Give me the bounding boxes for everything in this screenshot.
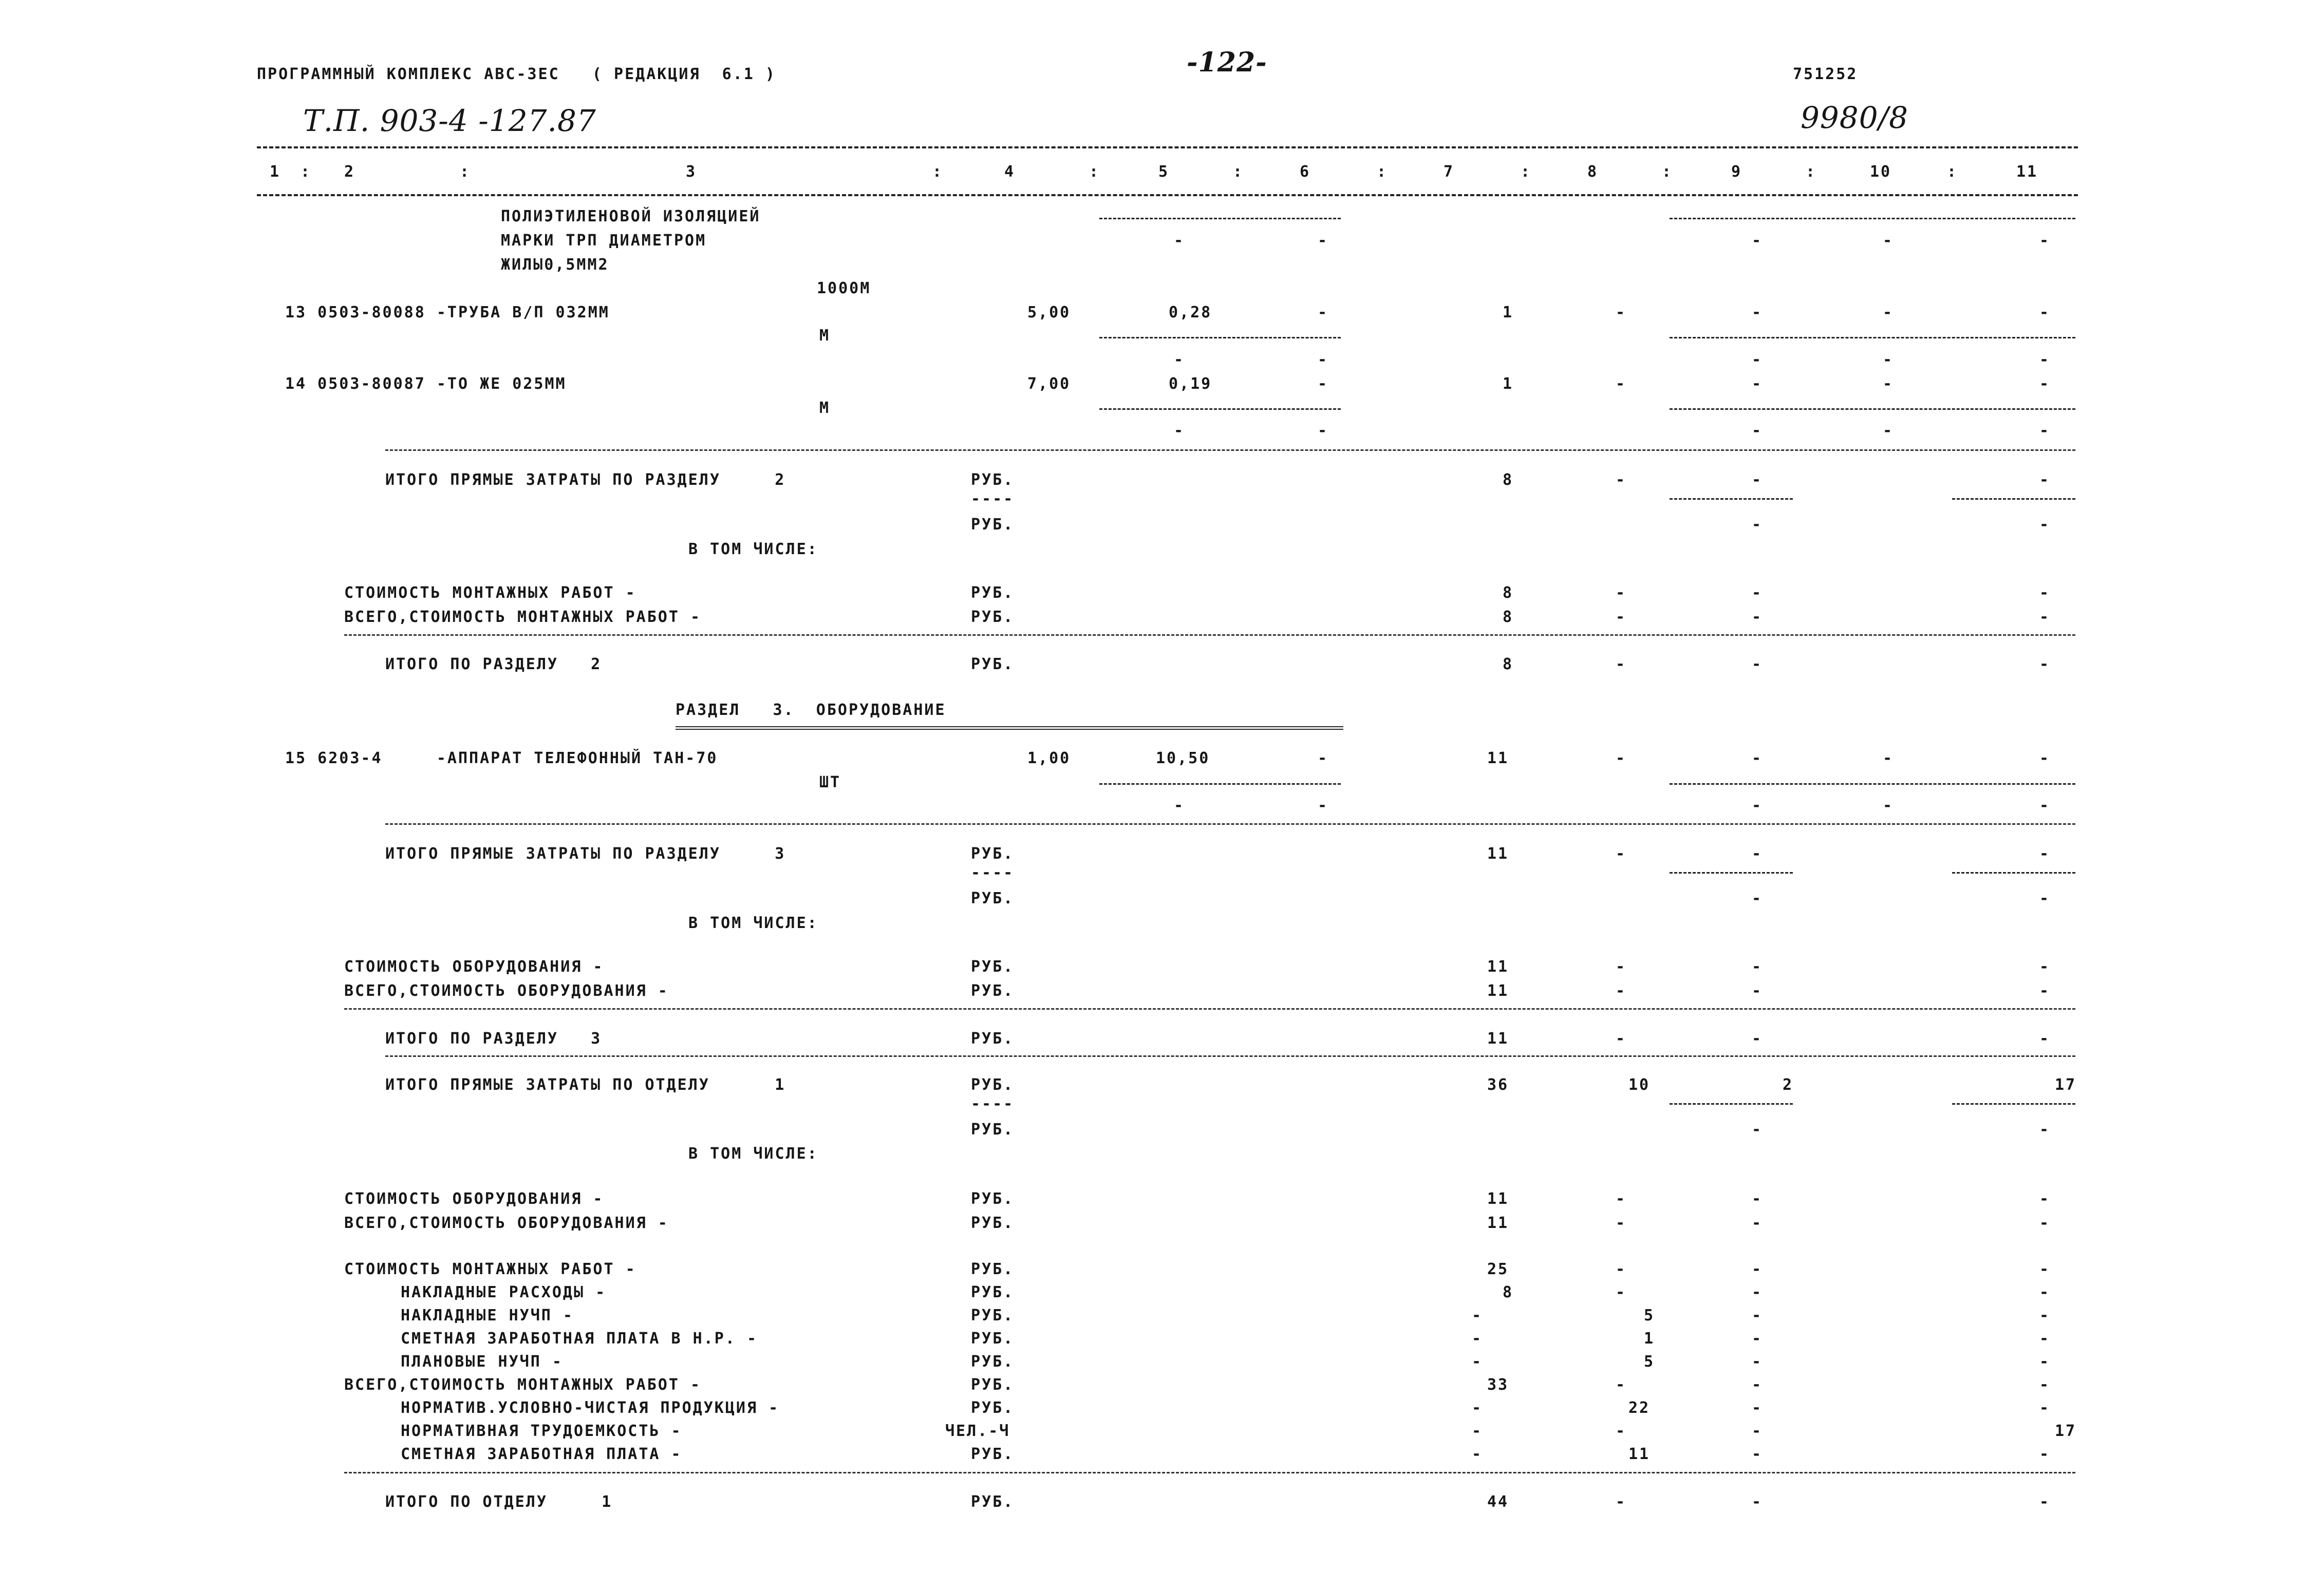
unit-cell: РУБ. — [971, 471, 1015, 489]
value-cell: - — [2039, 1376, 2051, 1394]
unit-cell: РУБ. — [971, 584, 1015, 602]
value-cell: - — [2039, 471, 2051, 489]
col-8: 8 — [1587, 163, 1599, 181]
value-cell: - — [1318, 304, 1329, 321]
underline-col5-6 — [1099, 337, 1341, 338]
value-cell: - — [1752, 1445, 1763, 1463]
value-cell: 25 — [1487, 1260, 1509, 1278]
underline-col9-11 — [1670, 337, 2075, 338]
value-cell: - — [1752, 890, 1763, 907]
value-cell: - — [1883, 351, 1894, 369]
value-cell: - — [1616, 584, 1627, 602]
value-cell: - — [1472, 1422, 1483, 1440]
col-9: 9 — [1731, 163, 1742, 181]
value-cell: - — [1752, 1493, 1763, 1511]
value-cell: - — [1752, 1307, 1763, 1325]
value-cell: 11 — [1487, 845, 1509, 863]
row-text: РАЗДЕЛ 3. ОБОРУДОВАНИЕ — [676, 701, 946, 719]
unit-cell: РУБ. — [971, 982, 1015, 1000]
col-sep: : — [1806, 163, 1817, 181]
page-number: -122- — [1187, 47, 1267, 78]
value-cell: - — [2039, 749, 2051, 767]
value-cell: - — [1318, 422, 1329, 440]
row-text: 15 6203-4 -АППАРАТ ТЕЛЕФОННЫЙ ТАН-70 — [285, 749, 718, 767]
value-cell: - — [1318, 749, 1329, 767]
col-5: 5 — [1158, 163, 1170, 181]
header-rule-top — [257, 146, 2078, 148]
value-cell: - — [1616, 1376, 1627, 1394]
value-cell: - — [1616, 608, 1627, 626]
row-text: ИТОГО ПРЯМЫЕ ЗАТРАТЫ ПО РАЗДЕЛУ 2 — [385, 471, 786, 489]
unit-cell: РУБ. — [971, 1493, 1015, 1511]
value-cell: - — [2039, 304, 2051, 321]
section-title-underline — [676, 726, 1343, 730]
row-text: СМЕТНАЯ ЗАРАБОТНАЯ ПЛАТА В Н.Р. - — [401, 1330, 758, 1348]
unit-cell: РУБ. — [971, 1121, 1015, 1139]
row-text: ИТОГО ПО ОТДЕЛУ 1 — [385, 1493, 613, 1511]
value-cell: - — [1472, 1399, 1483, 1417]
value-cell: 2 — [1783, 1076, 1794, 1094]
value-cell: 8 — [1503, 584, 1514, 602]
col-4: 4 — [1004, 163, 1016, 181]
value-cell: - — [1616, 982, 1627, 1000]
value-cell: - — [1616, 749, 1627, 767]
col-7: 7 — [1444, 163, 1455, 181]
document-code: 751252 — [1793, 65, 1858, 83]
value-cell: - — [1883, 422, 1894, 440]
value-cell: - — [1752, 982, 1763, 1000]
project-number: Т.П. 903-4 -127.87 — [303, 103, 596, 138]
row-text: ШТ — [819, 773, 841, 791]
row-text: ИТОГО ПРЯМЫЕ ЗАТРАТЫ ПО РАЗДЕЛУ 3 — [385, 845, 786, 863]
value-cell: 1,00 — [1027, 749, 1071, 767]
value-cell: - — [2039, 584, 2051, 602]
value-cell: - — [1318, 797, 1329, 815]
value-cell: - — [1752, 797, 1763, 815]
value-cell: - — [1472, 1330, 1483, 1348]
underline-col9-11 — [1670, 783, 2075, 785]
value-cell: - — [1752, 304, 1763, 321]
value-cell: - — [1752, 471, 1763, 489]
value-cell: - — [1752, 1330, 1763, 1348]
row-text: В ТОМ ЧИСЛЕ: — [688, 1145, 818, 1163]
value-cell: 8 — [1503, 655, 1514, 673]
value-cell: - — [1752, 584, 1763, 602]
value-cell: - — [1752, 516, 1763, 534]
value-cell: - — [1752, 608, 1763, 626]
value-cell: - — [1752, 1376, 1763, 1394]
row-text: В ТОМ ЧИСЛЕ: — [688, 540, 818, 558]
value-cell: 11 — [1487, 749, 1509, 767]
value-cell: 0,19 — [1169, 375, 1212, 393]
row-text: М — [819, 327, 831, 345]
col-sep: : — [932, 163, 944, 181]
unit-cell: РУБ. — [971, 1260, 1015, 1278]
row-text: НОРМАТИВНАЯ ТРУДОЕМКОСТЬ - — [401, 1422, 682, 1440]
value-cell: - — [1752, 655, 1763, 673]
value-cell: - — [2039, 1307, 2051, 1325]
value-cell: 1 — [1644, 1330, 1655, 1348]
value-cell: - — [2039, 422, 2051, 440]
col-1: 1 — [270, 163, 281, 181]
underline-col5-6 — [1099, 783, 1341, 785]
value-cell: 17 — [2055, 1422, 2077, 1440]
row-text: НОРМАТИВ.УСЛОВНО-ЧИСТАЯ ПРОДУКЦИЯ - — [401, 1399, 780, 1417]
value-cell: - — [2039, 516, 2051, 534]
unit-cell: ЧЕЛ.-Ч — [945, 1422, 1010, 1440]
col-sep: : — [460, 163, 471, 181]
value-cell: 8 — [1503, 471, 1514, 489]
value-cell: - — [2039, 1283, 2051, 1301]
value-cell: - — [1472, 1307, 1483, 1325]
col-sep: : — [1377, 163, 1388, 181]
value-cell: - — [2039, 608, 2051, 626]
value-cell: - — [2039, 1260, 2051, 1278]
col-2: 2 — [344, 163, 355, 181]
unit-cell: РУБ. — [971, 1214, 1015, 1232]
unit-cell: РУБ. — [971, 845, 1015, 863]
value-cell: - — [1174, 797, 1185, 815]
value-cell: - — [1883, 304, 1894, 321]
value-cell: - — [1752, 1214, 1763, 1232]
value-cell: 1 — [1503, 375, 1514, 393]
value-cell: 22 — [1628, 1399, 1651, 1417]
unit-cell: РУБ. — [971, 1399, 1015, 1417]
row-text: ВСЕГО,СТОИМОСТЬ МОНТАЖНЫХ РАБОТ - — [344, 1376, 702, 1394]
row-text: ВСЕГО,СТОИМОСТЬ ОБОРУДОВАНИЯ - — [344, 1214, 669, 1232]
value-cell: 11 — [1487, 982, 1509, 1000]
value-cell: - — [1883, 797, 1894, 815]
value-cell: 11 — [1487, 1030, 1509, 1048]
col-sep: : — [1947, 163, 1958, 181]
value-cell: - — [2039, 890, 2051, 907]
row-text: ВСЕГО,СТОИМОСТЬ ОБОРУДОВАНИЯ - — [344, 982, 669, 1000]
value-cell: - — [2039, 958, 2051, 976]
value-cell: - — [1752, 351, 1763, 369]
value-cell: - — [1752, 1260, 1763, 1278]
value-cell: - — [1616, 1190, 1627, 1208]
value-cell: - — [1883, 375, 1894, 393]
value-cell: 0,28 — [1169, 304, 1212, 321]
value-cell: - — [1318, 232, 1329, 250]
value-cell: - — [1752, 1030, 1763, 1048]
value-cell: - — [1616, 471, 1627, 489]
value-cell: - — [1752, 1190, 1763, 1208]
row-text: 1000М — [817, 279, 871, 297]
unit-cell: РУБ. — [971, 1376, 1015, 1394]
unit-cell: РУБ. — [971, 890, 1015, 907]
value-cell: - — [1318, 351, 1329, 369]
unit-cell: РУБ. — [971, 1283, 1015, 1301]
row-text: М — [819, 399, 831, 417]
value-cell: - — [1752, 958, 1763, 976]
unit-cell: РУБ. — [971, 1190, 1015, 1208]
section-rule — [385, 1055, 2075, 1057]
unit-cell: РУБ. — [971, 1330, 1015, 1348]
value-cell: - — [1616, 1030, 1627, 1048]
row-text: МАРКИ ТРП ДИАМЕТРОМ — [501, 232, 707, 250]
value-cell: 44 — [1487, 1493, 1509, 1511]
col-10: 10 — [1870, 163, 1892, 181]
underline-col5-6 — [1099, 218, 1341, 219]
value-cell: 7,00 — [1027, 375, 1071, 393]
unit-cell: РУБ. — [971, 1353, 1015, 1371]
col-sep: : — [1233, 163, 1244, 181]
row-text: ПЛАНОВЫЕ НУЧП - — [401, 1353, 563, 1371]
row-text: СТОИМОСТЬ МОНТАЖНЫХ РАБОТ - — [344, 584, 636, 602]
value-cell: 11 — [1487, 1214, 1509, 1232]
value-cell: - — [2039, 375, 2051, 393]
value-cell: - — [1752, 1283, 1763, 1301]
row-text: СТОИМОСТЬ МОНТАЖНЫХ РАБОТ - — [344, 1260, 636, 1278]
value-cell: - — [2039, 1030, 2051, 1048]
unit-cell: РУБ. — [971, 1076, 1015, 1094]
value-cell: - — [1616, 1283, 1627, 1301]
underline-col11 — [1952, 1103, 2075, 1105]
value-cell: - — [1616, 375, 1627, 393]
section-rule — [344, 634, 2075, 636]
value-cell: - — [2039, 1493, 2051, 1511]
value-cell: - — [1616, 304, 1627, 321]
value-cell: - — [1752, 1121, 1763, 1139]
value-cell: - — [1616, 958, 1627, 976]
value-cell: - — [1472, 1445, 1483, 1463]
value-cell: 8 — [1503, 1283, 1514, 1301]
value-cell: 5 — [1644, 1307, 1655, 1325]
row-text: СТОИМОСТЬ ОБОРУДОВАНИЯ - — [344, 1190, 604, 1208]
value-cell: - — [1472, 1353, 1483, 1371]
value-cell: 11 — [1487, 1190, 1509, 1208]
value-cell: - — [1752, 375, 1763, 393]
row-text: ИТОГО ПО РАЗДЕЛУ 3 — [385, 1030, 602, 1048]
row-text: ИТОГО ПО РАЗДЕЛУ 2 — [385, 655, 602, 673]
section-rule — [385, 823, 2075, 825]
value-cell: - — [1752, 1422, 1763, 1440]
value-cell: 5,00 — [1027, 304, 1071, 321]
unit-cell: ---- — [971, 490, 1015, 508]
underline-col5-6 — [1099, 408, 1341, 410]
underline-col11 — [1952, 872, 2075, 874]
value-cell: - — [2039, 1214, 2051, 1232]
value-cell: - — [1752, 232, 1763, 250]
value-cell: - — [1174, 351, 1185, 369]
value-cell: - — [1616, 845, 1627, 863]
col-3: 3 — [686, 163, 697, 181]
row-text: ВСЕГО,СТОИМОСТЬ МОНТАЖНЫХ РАБОТ - — [344, 608, 702, 626]
unit-cell: РУБ. — [971, 1307, 1015, 1325]
value-cell: - — [1318, 375, 1329, 393]
value-cell: - — [1752, 749, 1763, 767]
unit-cell: ---- — [971, 864, 1015, 882]
unit-cell: РУБ. — [971, 1445, 1015, 1463]
handwritten-stamp: 9980/8 — [1801, 100, 1909, 135]
value-cell: 1 — [1503, 304, 1514, 321]
value-cell: - — [2039, 1399, 2051, 1417]
section-rule — [344, 1472, 2075, 1473]
row-text: НАКЛАДНЫЕ РАСХОДЫ - — [401, 1283, 607, 1301]
row-text: 13 0503-80088 -ТРУБА В/П 032ММ — [285, 304, 610, 321]
value-cell: - — [2039, 845, 2051, 863]
section-rule — [344, 1008, 2075, 1010]
row-text: ИТОГО ПРЯМЫЕ ЗАТРАТЫ ПО ОТДЕЛУ 1 — [385, 1076, 786, 1094]
col-sep: : — [1662, 163, 1673, 181]
row-text: СТОИМОСТЬ ОБОРУДОВАНИЯ - — [344, 958, 604, 976]
value-cell: - — [1616, 1214, 1627, 1232]
row-text: ПОЛИЭТИЛЕНОВОЙ ИЗОЛЯЦИЕЙ — [501, 207, 761, 225]
value-cell: - — [1752, 422, 1763, 440]
row-text: ЖИЛЫ0,5ММ2 — [501, 256, 609, 274]
col-11: 11 — [2016, 163, 2038, 181]
value-cell: - — [1174, 232, 1185, 250]
value-cell: - — [2039, 655, 2051, 673]
underline-col9-11 — [1670, 408, 2075, 410]
value-cell: - — [1883, 749, 1894, 767]
value-cell: 11 — [1487, 958, 1509, 976]
value-cell: - — [1174, 422, 1185, 440]
col-sep: : — [1089, 163, 1100, 181]
value-cell: 33 — [1487, 1376, 1509, 1394]
value-cell: 5 — [1644, 1353, 1655, 1371]
unit-cell: РУБ. — [971, 608, 1015, 626]
value-cell: - — [1752, 1353, 1763, 1371]
value-cell: - — [2039, 1330, 2051, 1348]
value-cell: 10 — [1628, 1076, 1651, 1094]
col-sep: : — [1521, 163, 1532, 181]
section-rule — [385, 449, 2075, 451]
unit-cell: ---- — [971, 1095, 1015, 1113]
underline-col9 — [1670, 872, 1793, 874]
value-cell: - — [1752, 1399, 1763, 1417]
col-6: 6 — [1300, 163, 1311, 181]
value-cell: - — [1616, 1260, 1627, 1278]
unit-cell: РУБ. — [971, 958, 1015, 976]
value-cell: 17 — [2055, 1076, 2077, 1094]
value-cell: 8 — [1503, 608, 1514, 626]
underline-col9-11 — [1670, 218, 2075, 219]
program-header: ПРОГРАММНЫЙ КОМПЛЕКС АВС-3ЕС ( РЕДАКЦИЯ 6.1 ) — [257, 65, 776, 83]
value-cell: - — [2039, 797, 2051, 815]
row-text: В ТОМ ЧИСЛЕ: — [688, 914, 818, 932]
value-cell: - — [1616, 655, 1627, 673]
col-sep: : — [301, 163, 312, 181]
row-text: 14 0503-80087 -ТО ЖЕ 025ММ — [285, 375, 567, 393]
unit-cell: РУБ. — [971, 1030, 1015, 1048]
value-cell: - — [1883, 232, 1894, 250]
value-cell: - — [2039, 982, 2051, 1000]
value-cell: 11 — [1628, 1445, 1651, 1463]
value-cell: - — [2039, 232, 2051, 250]
underline-col9 — [1670, 1103, 1793, 1105]
header-rule-bottom — [257, 194, 2078, 196]
value-cell: - — [2039, 1445, 2051, 1463]
value-cell: - — [2039, 1190, 2051, 1208]
value-cell: - — [1616, 1422, 1627, 1440]
value-cell: - — [2039, 1121, 2051, 1139]
value-cell: 36 — [1487, 1076, 1509, 1094]
underline-col9 — [1670, 498, 1793, 500]
underline-col11 — [1952, 498, 2075, 500]
value-cell: - — [2039, 351, 2051, 369]
value-cell: - — [1616, 1493, 1627, 1511]
unit-cell: РУБ. — [971, 655, 1015, 673]
value-cell: 10,50 — [1156, 749, 1210, 767]
value-cell: - — [2039, 1353, 2051, 1371]
unit-cell: РУБ. — [971, 516, 1015, 534]
row-text: СМЕТНАЯ ЗАРАБОТНАЯ ПЛАТА - — [401, 1445, 682, 1463]
value-cell: - — [1752, 845, 1763, 863]
row-text: НАКЛАДНЫЕ НУЧП - — [401, 1307, 574, 1325]
